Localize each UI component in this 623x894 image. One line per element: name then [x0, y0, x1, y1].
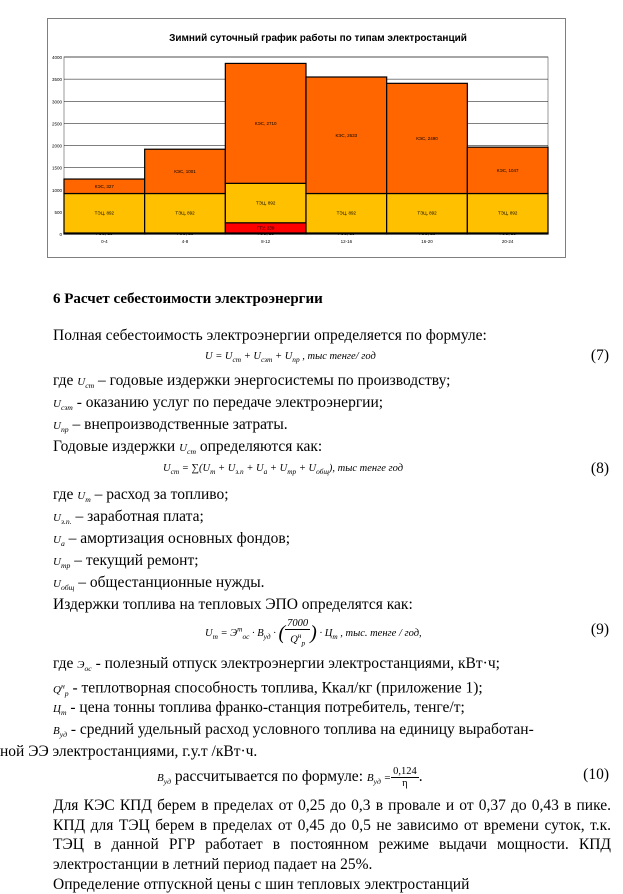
paragraph-text: Для КЭС КПД берем в пределах от 0,25 до 0,3 в провале и от 0,37 до 0,43 в пике. КПД для ТЭЦ берем в пределах от 0,45 до 0,5 не зависимо от времени суток, т.к. ТЭЦ в данной РГР работает в постоянном режиме выдачи мощности. КПД электростанции в летний период падает на 25%. [53, 797, 611, 873]
data-label: КЭС, 2633 [335, 132, 358, 138]
definition-line [53, 416, 288, 439]
text: Годовые издержки [53, 438, 176, 455]
paren-open: ( [278, 621, 286, 644]
chart-title: Зимний суточный график работы по типам электростанций [169, 33, 467, 44]
data-label: ТЭЦ, 892 [256, 200, 276, 206]
definition-line [53, 530, 290, 553]
symbol: $Ц_т$ [53, 703, 67, 718]
equation-number-8: (8) [590, 460, 609, 477]
formula-7: $U = U_{ст} + U_{сзт} + U_{пр}$ , тыс тенге/ год [205, 351, 376, 365]
fraction-denominator: $Q^н_р$ [290, 631, 306, 648]
y-tick-label: 3000 [51, 99, 62, 105]
y-tick-label: 1000 [51, 187, 62, 193]
formula-part: $U_т = Э^т_{ос} \cdot B_{уд}$ · [205, 624, 276, 641]
y-tick-label: 2500 [51, 121, 62, 127]
paren-close: ) [310, 621, 317, 644]
x-tick-label: 0-4 [101, 239, 108, 244]
definition-text: – общестанционные нужды. [78, 574, 265, 591]
data-label: ТЭЦ, 892 [417, 210, 437, 216]
y-tick-label: 3500 [51, 77, 62, 83]
y-tick-label: 500 [54, 209, 62, 215]
symbol: $U_{ст}$ [179, 442, 197, 457]
symbol: $U_{з.п.}$ [53, 512, 72, 527]
data-label: ГТУ, 230 [256, 225, 275, 231]
definition-line [53, 655, 500, 678]
y-tick-label: 0 [59, 232, 62, 237]
paragraph-intro: Полная себестоимость электроэнергии определяется по формуле: [53, 327, 487, 344]
definition-text: - средний удельный расход условного топлива на единицу выработан- [70, 721, 534, 738]
definition-text: – годовые издержки энергосистемы по производству; [98, 372, 451, 389]
symbol: $B_{уд}$ [157, 772, 172, 787]
formula-part: $B_{уд}$ = [366, 772, 392, 787]
where-word: где [53, 486, 74, 503]
paragraph-efficiency [53, 796, 611, 874]
symbol: $Э_{ос}$ [77, 659, 92, 674]
y-tick-label: 2000 [51, 143, 62, 149]
fraction [285, 618, 310, 649]
symbol: $U_{ст}$ [77, 376, 95, 391]
paragraph-fuel: Издержки топлива на тепловых ЭПО определятся как: [53, 596, 413, 613]
symbol: $U_а$ [53, 534, 65, 549]
fraction-numerator: 7000 [287, 618, 309, 629]
symbol: $U_{тр}$ [53, 556, 71, 571]
symbol: $U_{сзт}$ [53, 398, 73, 413]
definition-line [53, 574, 265, 597]
formula-part: · $Ц_т$ , тыс. тенге / год, [319, 627, 422, 641]
symbol: $Q^н_р$ [53, 681, 69, 698]
equation-number-9: (9) [590, 621, 609, 638]
data-label: ТЭЦ, 892 [94, 210, 114, 216]
definition-text: – текущий ремонт; [74, 552, 199, 569]
fraction [391, 766, 419, 789]
formula-10-line: $B_{уд}$ рассчитывается по формуле: $B_{уд}$ = $\frac{0,124}{\eta}$ . [157, 766, 423, 789]
definition-text: - полезный отпуск электроэнергии электростанциями, кВт·ч; [95, 655, 500, 672]
data-label: ТЭЦ, 892 [336, 210, 356, 216]
data-label: КЭС, 327 [94, 183, 114, 189]
equation-number-7: (7) [590, 347, 609, 364]
data-label: ТЭЦ, 892 [498, 210, 518, 216]
paragraph-price: Определение отпускной цены с шин тепловых электростанций [53, 876, 470, 893]
symbol: $U_т$ [77, 490, 91, 505]
data-label: ТЭЦ, 892 [175, 210, 195, 216]
chart-canvas [48, 19, 565, 257]
definition-text: – внепроизводственные затраты. [72, 416, 288, 433]
definition-line [53, 394, 383, 417]
definition-continuation: ной ЭЭ электростанциями, г.у.т /кВт·ч. [0, 743, 258, 760]
equation-number-10: (10) [583, 766, 609, 783]
definition-text: – амортизация основных фондов; [68, 530, 291, 547]
x-tick-label: 4-8 [181, 239, 189, 244]
data-label: КЭС, 2490 [416, 135, 438, 141]
x-tick-label: 8-12 [261, 239, 271, 244]
definition-text: – заработная плата; [75, 508, 204, 525]
x-tick-label: 16-20 [421, 239, 433, 244]
definition-text: - теплотворная способность топлива, Ккал/кг (приложение 1); [72, 679, 483, 697]
definition-line [53, 552, 199, 575]
definition-line [53, 721, 534, 744]
formula-9 [205, 618, 422, 649]
data-label: КЭС, 1001 [174, 168, 196, 174]
definition-line [53, 508, 204, 531]
definition-line [53, 699, 465, 722]
stacked-bar-chart [47, 18, 566, 258]
symbol: $B_{уд}$ [53, 725, 68, 740]
where-word: где [53, 372, 74, 389]
text: рассчитывается по формуле: [174, 768, 363, 786]
x-tick-label: 20-24 [501, 239, 514, 244]
formula-8: $U_{ст} = \sum(U_т + U_{з.п} + U_а + U_{тр} + U_{общ})$, тыс тенге год [163, 463, 404, 477]
where-word: где [53, 655, 74, 672]
paragraph-costs [53, 438, 322, 461]
data-label: КЭС, 1047 [496, 167, 519, 173]
y-tick-label: 1500 [51, 165, 62, 171]
definition-text: – расход за топливо; [94, 486, 229, 503]
y-tick-label: 4000 [51, 55, 62, 60]
text: определяются как: [199, 438, 323, 455]
fraction-numerator: 0,124 [393, 766, 417, 777]
symbol: $U_{общ}$ [53, 578, 75, 593]
definition-line [53, 486, 229, 509]
x-tick-label: 12-16 [340, 239, 353, 244]
fraction-denominator: η [402, 778, 408, 789]
symbol: $U_{пр}$ [53, 420, 69, 435]
definition-text: - цена тонны топлива франко-станция потребитель, тенге/т; [70, 699, 465, 716]
data-label: КЭС, 2710 [254, 120, 277, 126]
definition-line [53, 372, 450, 395]
definition-text: - оказанию услуг по передаче электроэнергии; [76, 394, 384, 411]
section-heading: 6 Расчет себестоимости электроэнергии [53, 291, 323, 307]
